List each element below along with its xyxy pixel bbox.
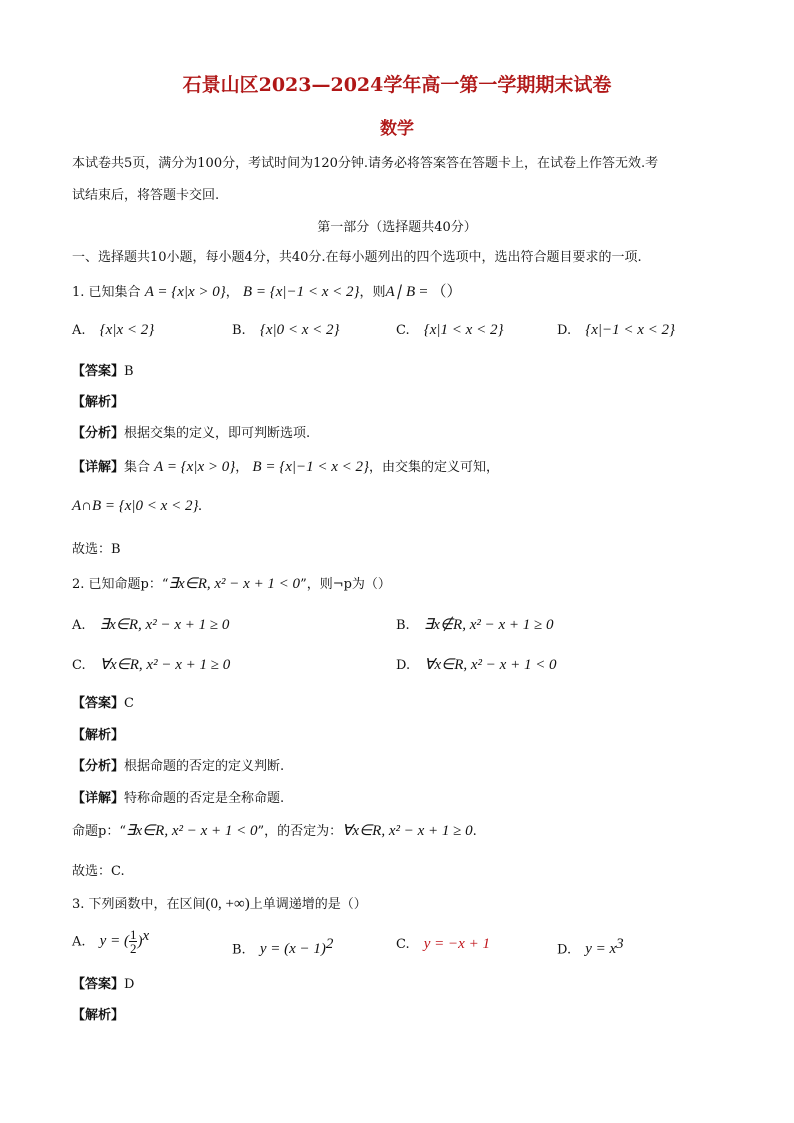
q1-result: A∩B = {x|0 < x < 2}. xyxy=(72,498,203,514)
q2-option-d xyxy=(396,655,557,674)
q2-analysis-label: 【解析】 xyxy=(72,728,125,743)
neg-prefix: 命题p：“ xyxy=(72,824,126,839)
detail-set-b: B = {x|−1 < x < 2} xyxy=(252,459,369,475)
answer-label: 【答案】 xyxy=(72,696,125,711)
option-text-pre: y = ( xyxy=(99,933,129,950)
detail-prefix: 集合 xyxy=(124,460,151,475)
answer-label: 【答案】 xyxy=(72,364,125,379)
q1-option-c xyxy=(396,322,503,339)
fenxi-label: 【分析】 xyxy=(72,426,125,441)
option-text: {x|−1 < x < 2} xyxy=(585,322,676,338)
detail-comma: ， xyxy=(235,460,249,475)
option-text: ∀x∈R, x² − x + 1 < 0 xyxy=(424,657,557,673)
neg-expr-1: ∃x∈R, x² − x + 1 < 0 xyxy=(125,823,258,839)
option-text: ∃x∉R, x² − x + 1 ≥ 0 xyxy=(423,617,554,633)
xiangjie-label: 【详解】 xyxy=(72,791,125,806)
option-exponent: 3 xyxy=(616,936,624,952)
option-key: C. xyxy=(396,323,410,338)
q1-comma: ， xyxy=(225,285,239,300)
q3-analysis-label: 【解析】 xyxy=(72,1008,125,1023)
q3-stem-suffix: 上单调递增的是（） xyxy=(249,897,367,912)
xiangjie-label: 【详解】 xyxy=(72,460,125,475)
q1-set-a: A = {x|x > 0} xyxy=(144,284,226,300)
q1-option-d xyxy=(557,322,675,339)
option-exponent: 2 xyxy=(325,936,334,952)
option-key: C. xyxy=(396,937,410,952)
q3-option-d xyxy=(557,936,624,958)
option-text: y = −x + 1 xyxy=(423,936,490,952)
q1-fenxi xyxy=(72,422,310,441)
q3-answer xyxy=(72,973,134,992)
answer-value: C xyxy=(124,696,134,711)
option-text: {x|1 < x < 2} xyxy=(423,322,504,338)
option-key: B. xyxy=(232,942,246,958)
q2-negation xyxy=(72,820,477,840)
q2-option-a xyxy=(72,615,229,634)
q1-option-a xyxy=(72,322,154,339)
q1-eq-paren: = （） xyxy=(419,284,462,300)
xiangjie-text: 特称命题的否定是全称命题. xyxy=(124,791,285,806)
q1-stem-suffix: ，则 xyxy=(359,285,386,300)
q1-analysis-label: 【解析】 xyxy=(72,395,125,410)
section-instruction: 一、选择题共10小题，每小题4分，共40分.在每小题列出的四个选项中，选出符合题目要求的一项. xyxy=(72,250,642,265)
question-1-stem xyxy=(72,280,461,301)
option-text: ∀x∈R, x² − x + 1 ≥ 0 xyxy=(99,657,231,673)
question-3-stem xyxy=(72,893,367,913)
option-key: D. xyxy=(557,323,572,338)
intro-line-2: 试结束后，将答题卡交回. xyxy=(72,188,220,203)
fraction-numerator: 1 xyxy=(129,927,137,943)
q2-stem-expr: ∃x∈R, x² − x + 1 < 0 xyxy=(168,576,301,592)
option-text-post: ) xyxy=(137,933,143,950)
fenxi-text: 根据命题的否定的定义判断. xyxy=(124,759,285,774)
neg-end: . xyxy=(472,824,477,839)
q2-detail xyxy=(72,787,284,806)
q3-stem-prefix: 3. 下列函数中，在区间 xyxy=(72,897,206,912)
option-text: y = x xyxy=(585,941,617,958)
question-2-stem xyxy=(72,573,391,593)
detail-suffix: ，由交集的定义可知， xyxy=(369,460,500,475)
option-key: C. xyxy=(72,658,86,673)
answer-label: 【答案】 xyxy=(72,977,125,992)
q3-option-c xyxy=(396,936,490,953)
q1-detail xyxy=(72,456,499,476)
q2-guxuan: 故选：C. xyxy=(72,864,125,879)
option-key: A. xyxy=(72,323,86,338)
option-key: A. xyxy=(72,934,86,950)
q1-expr: A∣ B xyxy=(385,284,416,300)
q2-answer xyxy=(72,692,134,711)
answer-value: D xyxy=(124,977,135,992)
option-key: D. xyxy=(557,942,572,958)
q2-option-b xyxy=(396,615,553,634)
neg-mid: ”，的否定为： xyxy=(257,824,343,839)
q1-guxuan: 故选：B xyxy=(72,542,121,557)
part-heading: 第一部分（选择题共40分） xyxy=(317,220,477,235)
q1-option-b xyxy=(232,322,340,339)
option-key: A. xyxy=(72,618,86,633)
option-text: {x|0 < x < 2} xyxy=(259,322,340,338)
option-exponent: x xyxy=(142,928,150,944)
intro-line-1: 本试卷共5页，满分为100分，考试时间为120分钟.请务必将答案答在答题卡上，在试卷上作答无效.考 xyxy=(72,156,659,171)
q3-option-b xyxy=(232,936,333,958)
subject-title: 数学 xyxy=(380,119,414,139)
q1-stem-prefix: 1. 已知集合 xyxy=(72,285,141,300)
q2-stem-prefix: 2. 已知命题p：“ xyxy=(72,577,169,592)
answer-value: B xyxy=(124,364,134,379)
fenxi-text: 根据交集的定义，即可判断选项. xyxy=(124,426,311,441)
option-text: {x|x < 2} xyxy=(99,322,155,338)
fenxi-label: 【分析】 xyxy=(72,759,125,774)
q2-option-c xyxy=(72,655,230,674)
option-key: B. xyxy=(232,323,246,338)
option-text: y = (x − 1) xyxy=(259,941,326,958)
q2-stem-suffix: ”，则¬p为（） xyxy=(300,577,391,592)
neg-expr-2: ∀x∈R, x² − x + 1 ≥ 0 xyxy=(342,823,473,839)
option-key: B. xyxy=(396,618,410,633)
detail-set-a: A = {x|x > 0} xyxy=(154,459,236,475)
q3-option-a xyxy=(72,928,149,955)
option-text: ∃x∈R, x² − x + 1 ≥ 0 xyxy=(99,617,230,633)
option-key: D. xyxy=(396,658,411,673)
q1-answer xyxy=(72,360,134,379)
q2-fenxi xyxy=(72,755,284,774)
q3-interval: (0, +∞) xyxy=(205,896,250,912)
page-title: 石景山区2023—2024学年高一第一学期期末试卷 xyxy=(182,74,612,96)
fraction-denominator: 2 xyxy=(129,941,137,957)
q1-set-b: B = {x|−1 < x < 2} xyxy=(242,284,360,300)
